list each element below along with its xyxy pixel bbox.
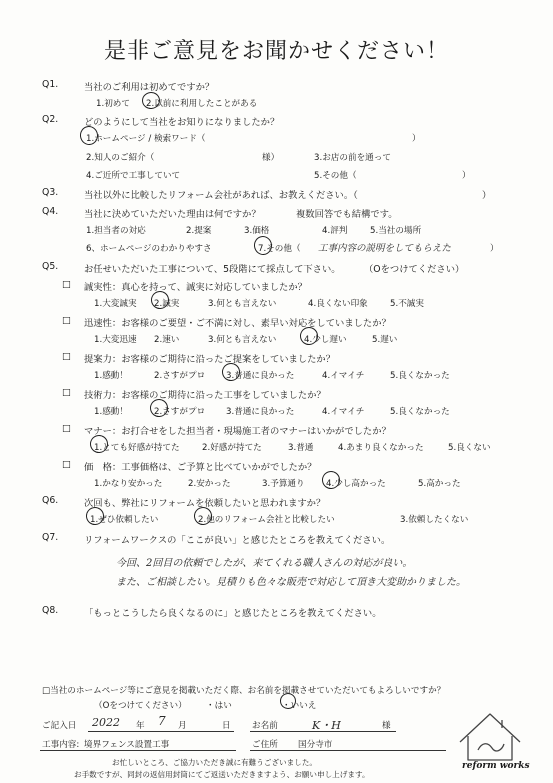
brand-logo-text: reform works: [462, 761, 530, 771]
consent-no[interactable]: ・いいえ: [282, 701, 317, 711]
q5-item-option[interactable]: 3.普通に良かった: [226, 407, 295, 417]
q5-item-label: 提案力：お客様のご期待に沿ったご提案をしていましたか？: [84, 354, 336, 365]
q5-item-option[interactable]: 2.速い: [154, 335, 180, 345]
q5-item-label: 迅速性：お客様のご要望・ご不満に対し、素早い対応をしていましたか？: [84, 318, 391, 329]
q2-option-4[interactable]: 4.ご近所で工事していて: [86, 171, 181, 181]
date-underline: [88, 731, 234, 732]
q5-item-option[interactable]: 4.イマイチ: [322, 407, 365, 417]
thanks-line-1: お忙しいところ、ご協力いただき誠に有難うございました。: [112, 758, 318, 767]
work-underline: [40, 750, 236, 751]
q2-option-1[interactable]: 1.ホームページ / 検索ワード（: [86, 134, 206, 144]
q5-item-option[interactable]: 5.不誠実: [390, 299, 424, 309]
name-label: お名前: [252, 721, 278, 731]
q5-item-option[interactable]: 2.好感が持てた: [202, 443, 262, 453]
date-day-unit: 日: [222, 721, 231, 731]
address-value: 国分寺市: [298, 740, 333, 750]
q4-option-2[interactable]: 2.提案: [186, 226, 212, 236]
q5-item-option[interactable]: 4.イマイチ: [322, 371, 365, 381]
q4-option-7-answer: 工事内容の説明をしてもらえた: [318, 243, 452, 254]
q5-item-checkbox[interactable]: □: [62, 315, 71, 326]
q5-item-option[interactable]: 1.大変誠実: [94, 299, 137, 309]
consent-question: □当社のホームページ等にご意見を掲載いただく際、お名前を掲載させていただいてもよろしいですか？: [42, 686, 446, 696]
name-suffix: 様: [382, 721, 391, 731]
q8-question: 「もっとこうしたら良くなるのに」と感じたところを教えてください。: [84, 608, 382, 619]
work-value: 境界フェンス設置工事: [84, 740, 170, 750]
q1-number: Q1.: [42, 79, 59, 90]
q1-question: 当社のご利用は初めてですか？: [84, 82, 215, 93]
q5-item-option[interactable]: 3.何とも言えない: [208, 299, 277, 309]
q5-item-option[interactable]: 4.少し遅い: [304, 335, 347, 345]
q7-number: Q7.: [42, 532, 59, 543]
q4-option-7[interactable]: 7.その他（: [258, 244, 301, 254]
q2-option-5-close: ）: [462, 171, 471, 181]
q5-item-option[interactable]: 4.あまり良くなかった: [338, 443, 424, 453]
q5-item-label: マナー：お打合せをした担当者・現場施工者のマナーはいかがでしたか？: [84, 426, 391, 437]
name-value: K・H: [312, 719, 341, 732]
q5-item-option[interactable]: 5.良くない: [448, 443, 491, 453]
q2-option-2[interactable]: 2.知人のご紹介（: [86, 153, 155, 163]
consent-yes[interactable]: ・はい: [206, 701, 232, 711]
q1-option-1[interactable]: 1.初めて: [96, 99, 130, 109]
q7-question: リフォームワークスの「ここが良い」と感じたところを教えてください。: [84, 535, 391, 546]
q5-item-option[interactable]: 3.何とも言えない: [208, 335, 277, 345]
q7-answer-line-2: また、ご相談したい。見積りも色々な販売で対応して頂き大変助かりました。: [116, 577, 466, 588]
q5-item-option[interactable]: 2.安かった: [188, 479, 231, 489]
q3-close: ）: [482, 190, 492, 201]
q3-question: 当社以外に比較したリフォーム会社があれば、お教えください。（: [84, 190, 358, 201]
q8-number: Q8.: [42, 605, 59, 616]
q3-number: Q3.: [42, 187, 59, 198]
address-underline: [250, 750, 446, 751]
q5-item-checkbox[interactable]: □: [62, 279, 71, 290]
q5-item-option[interactable]: 2.誠実: [154, 299, 180, 309]
q5-item-option[interactable]: 3.予算通り: [262, 479, 305, 489]
q5-item-checkbox[interactable]: □: [62, 459, 71, 470]
q5-note: （Oをつけてください）: [364, 264, 465, 275]
q5-item-option[interactable]: 5.良くなかった: [390, 407, 450, 417]
q5-number: Q5.: [42, 261, 59, 272]
q4-number: Q4.: [42, 206, 59, 217]
q5-item-label: 技術力：お客様のご期待に沿った工事をしていましたか？: [84, 390, 326, 401]
q4-option-1[interactable]: 1.担当者の対応: [86, 226, 146, 236]
q5-item-option[interactable]: 3.普通に良かった: [226, 371, 295, 381]
q5-item-option[interactable]: 4.少し高かった: [326, 479, 386, 489]
q4-option-5[interactable]: 5.当社の場所: [370, 226, 422, 236]
q2-number: Q2.: [42, 114, 59, 125]
q5-item-option[interactable]: 1.感動！: [94, 371, 128, 381]
q6-number: Q6.: [42, 495, 59, 506]
q2-option-5[interactable]: 5.その他（: [314, 171, 357, 181]
q5-item-checkbox[interactable]: □: [62, 423, 71, 434]
address-label: ご住所: [252, 740, 278, 750]
q6-option-1[interactable]: 1.ぜひ依頼したい: [90, 515, 159, 525]
q6-option-3[interactable]: 3.依頼したくない: [400, 515, 469, 525]
q4-option-3[interactable]: 3.価格: [244, 226, 270, 236]
page-title: 是非ご意見をお聞かせください！: [103, 39, 449, 64]
q5-item-option[interactable]: 1.かなり安かった: [94, 479, 163, 489]
q5-item-label: 誠実性：真心を持って、誠実に対応していましたか？: [84, 282, 307, 293]
q2-option-3[interactable]: 3.お店の前を通って: [314, 153, 391, 163]
q4-question: 当社に決めていただいた理由は何ですか？: [84, 209, 261, 220]
q4-option-6[interactable]: 6、ホームページのわかりやすさ: [86, 244, 212, 254]
consent-note: （Oをつけてください）: [94, 701, 187, 711]
q5-item-option[interactable]: 5.高かった: [418, 479, 461, 489]
q5-item-option[interactable]: 4.良くない印象: [308, 299, 368, 309]
q2-question: どのようにして当社をお知りになりましたか？: [84, 117, 280, 128]
q5-item-option[interactable]: 1.とても好感が持てた: [94, 443, 180, 453]
q5-item-checkbox[interactable]: □: [62, 387, 71, 398]
q5-item-option[interactable]: 2.さすがプロ: [154, 407, 206, 417]
q6-question: 次回も、弊社にリフォームを依頼したいと思われますか？: [84, 498, 326, 509]
q5-item-option[interactable]: 2.さすがプロ: [154, 371, 206, 381]
date-month: 7: [158, 714, 166, 728]
name-underline: [250, 731, 396, 732]
q5-question: お任せいただいた工事について、5段階にて採点して下さい。: [84, 264, 341, 275]
q5-item-label: 価 格：工事価格は、ご予算と比べていかがでしたか？: [84, 462, 317, 473]
q4-note: 複数回答でも結構です。: [296, 209, 398, 220]
date-year: 2022: [92, 716, 120, 729]
thanks-line-2: お手数ですが、同封の返信用封筒にてご返送いただきますよう、お願い申し上げます。: [74, 770, 370, 779]
q5-item-option[interactable]: 1.感動！: [94, 407, 128, 417]
q5-item-option[interactable]: 5.良くなかった: [390, 371, 450, 381]
q2-option-2-suffix: 様）: [262, 153, 280, 163]
q6-option-2[interactable]: 2.他のリフォーム会社と比較したい: [198, 515, 335, 525]
q5-item-checkbox[interactable]: □: [62, 351, 71, 362]
q5-item-option[interactable]: 5.遅い: [372, 335, 398, 345]
date-month-unit: 月: [178, 721, 187, 731]
q2-option-1-close: ）: [412, 134, 421, 144]
q4-option-7-close: ）: [490, 244, 499, 254]
q1-option-2[interactable]: 2.以前に利用したことがある: [146, 99, 258, 109]
q4-option-4[interactable]: 4.評判: [322, 226, 348, 236]
work-label: 工事内容:: [42, 740, 80, 750]
q5-item-option[interactable]: 1.大変迅速: [94, 335, 137, 345]
q5-item-option[interactable]: 3.普通: [288, 443, 314, 453]
date-year-unit: 年: [136, 721, 145, 731]
q7-answer-line-1: 今回、2回目の依頼でしたが、来てくれる職人さんの対応が良い。: [116, 558, 413, 569]
date-label: ご記入日: [42, 721, 77, 731]
